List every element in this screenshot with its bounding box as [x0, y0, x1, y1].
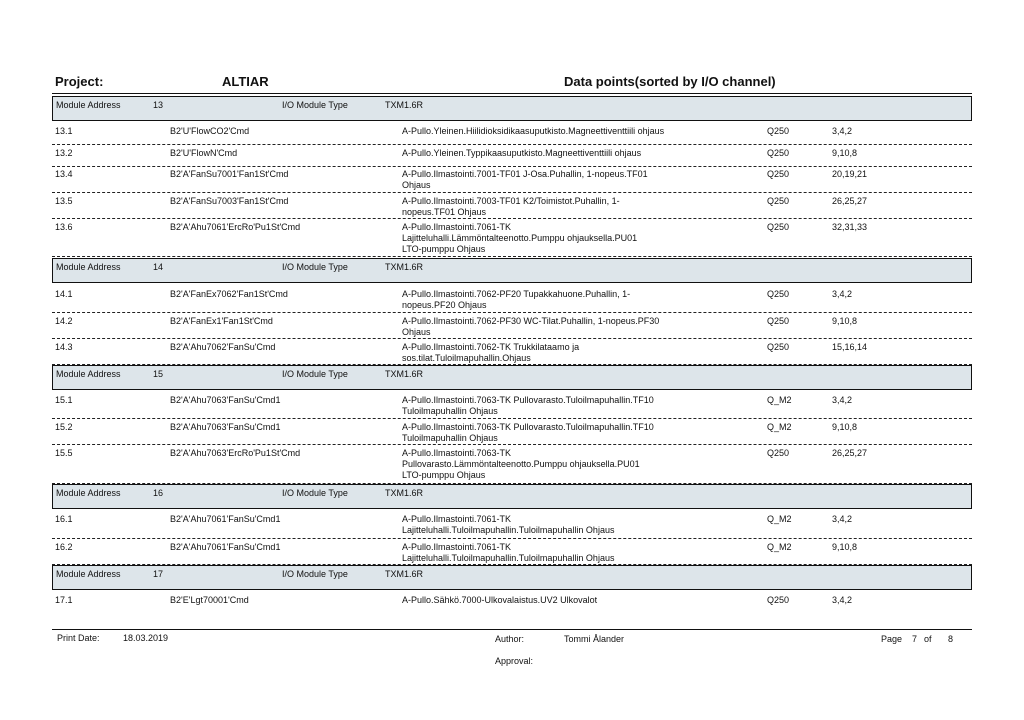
description: A-Pullo.Sähkö.7000-Ulkovalaistus.UV2 Ulkovalot: [402, 595, 598, 605]
report-title: Data points(sorted by I/O channel): [564, 74, 776, 89]
table-row: [52, 286, 972, 313]
channel: 15.2: [55, 422, 73, 432]
terminals: 26,25,27: [832, 196, 868, 206]
description: A-Pullo.Ilmastointi.7061-TK Lajitteluhalli.Tuloilmapuhallin.Tuloilmapuhallin Ohjaus: [402, 542, 615, 563]
project-label: Project:: [55, 74, 104, 89]
description: A-Pullo.Ilmastointi.7062-TK Trukkilataamo ja sos.tilat.Tuloilmapuhallin.Ohjaus: [402, 342, 580, 363]
signal-type: Q250: [767, 196, 790, 206]
description: A-Pullo.Yleinen.Hiilidioksidikaasuputkisto.Magneettiventtiili ohjaus: [402, 126, 665, 136]
point-name: B2'A'FanEx7062'Fan1St'Cmd: [170, 289, 288, 299]
signal-type: Q250: [767, 342, 790, 352]
project-name: ALTIAR: [222, 74, 269, 89]
channel: 13.1: [55, 126, 73, 136]
terminals: 3,4,2: [832, 595, 853, 605]
point-name: B2'A'Ahu7063'ErcRo'Pu1St'Cmd: [170, 448, 301, 458]
description: A-Pullo.Ilmastointi.7061-TK Lajitteluhalli.Lämmöntalteenotto.Pumppu ohjauksella.PU01 LTO-pumppu Ohjaus: [402, 222, 638, 254]
print-date: 18.03.2019: [123, 633, 169, 643]
table-row: [52, 339, 972, 365]
table-row: [52, 166, 972, 193]
module-address: 15: [153, 369, 164, 379]
table-row: [52, 313, 972, 339]
signal-type: Q_M2: [767, 395, 792, 405]
module-address: 16: [153, 488, 164, 498]
point-name: B2'E'Lgt70001'Cmd: [170, 595, 249, 605]
channel: 13.6: [55, 222, 73, 232]
description: A-Pullo.Ilmastointi.7061-TK Lajitteluhalli.Tuloilmapuhallin.Tuloilmapuhallin Ohjaus: [402, 514, 615, 535]
point-name: B2'A'FanSu7001'Fan1St'Cmd: [170, 169, 289, 179]
point-name: B2'U'FlowN'Cmd: [170, 148, 238, 158]
point-name: B2'A'Ahu7061'ErcRo'Pu1St'Cmd: [170, 222, 301, 232]
module-type-label: I/O Module Type: [282, 262, 348, 272]
description: A-Pullo.Ilmastointi.7062-PF20 Tupakkahuone.Puhallin, 1-nopeus.PF20 Ohjaus: [402, 289, 631, 310]
footer-rule: [52, 629, 972, 630]
module-address-label: Module Address: [56, 488, 121, 498]
channel: 14.1: [55, 289, 73, 299]
channel: 15.1: [55, 395, 73, 405]
module-address-label: Module Address: [56, 569, 121, 579]
module-header: [52, 365, 972, 390]
module-header: [52, 96, 972, 121]
terminals: 26,25,27: [832, 448, 868, 458]
point-name: B2'A'Ahu7061'FanSu'Cmd1: [170, 542, 281, 552]
terminals: 9,10,8: [832, 422, 858, 432]
channel: 17.1: [55, 595, 73, 605]
signal-type: Q_M2: [767, 542, 792, 552]
module-type: TXM1.6R: [385, 569, 424, 579]
module-address-label: Module Address: [56, 369, 121, 379]
point-name: B2'A'FanEx1'Fan1St'Cmd: [170, 316, 273, 326]
table-row: [52, 392, 972, 419]
of-label: of: [924, 634, 932, 644]
signal-type: Q250: [767, 448, 790, 458]
table-row: [52, 193, 972, 219]
point-name: B2'A'Ahu7061'FanSu'Cmd1: [170, 514, 281, 524]
module-header: [52, 258, 972, 283]
module-address: 17: [153, 569, 164, 579]
header-rule: [52, 93, 972, 94]
table-row: [52, 445, 972, 484]
table-row: [52, 511, 972, 539]
signal-type: Q250: [767, 126, 790, 136]
module-type-label: I/O Module Type: [282, 488, 348, 498]
terminals: 3,4,2: [832, 126, 853, 136]
table-row: [52, 219, 972, 257]
terminals: 9,10,8: [832, 316, 858, 326]
terminals: 3,4,2: [832, 395, 853, 405]
table-row: [52, 539, 972, 565]
terminals: 9,10,8: [832, 148, 858, 158]
point-name: B2'A'Ahu7063'FanSu'Cmd1: [170, 422, 281, 432]
module-type-label: I/O Module Type: [282, 369, 348, 379]
author: Tommi Ålander: [564, 634, 625, 644]
terminals: 15,16,14: [832, 342, 868, 352]
description: A-Pullo.Ilmastointi.7062-PF30 WC-Tilat.Puhallin, 1-nopeus.PF30 Ohjaus: [402, 316, 660, 337]
module-type: TXM1.6R: [385, 488, 424, 498]
channel: 13.2: [55, 148, 73, 158]
description: A-Pullo.Ilmastointi.7003-TF01 K2/Toimistot.Puhallin, 1-nopeus.TF01 Ohjaus: [402, 196, 620, 217]
module-address: 13: [153, 100, 164, 110]
description: A-Pullo.Ilmastointi.7063-TK Pullovarasto.Tuloilmapuhallin.TF10 Tuloilmapuhallin Ohjaus: [402, 422, 654, 443]
table-row: [52, 123, 972, 145]
page-number: 7: [912, 634, 918, 644]
signal-type: Q250: [767, 222, 790, 232]
table-row: [52, 592, 972, 614]
channel: 13.5: [55, 196, 73, 206]
module-type: TXM1.6R: [385, 369, 424, 379]
channel: 14.2: [55, 316, 73, 326]
signal-type: Q250: [767, 169, 790, 179]
terminals: 3,4,2: [832, 514, 853, 524]
print-date-label: Print Date:: [57, 633, 100, 643]
terminals: 3,4,2: [832, 289, 853, 299]
module-header: [52, 484, 972, 509]
terminals: 9,10,8: [832, 542, 858, 552]
signal-type: Q250: [767, 316, 790, 326]
signal-type: Q250: [767, 148, 790, 158]
author-label: Author:: [495, 634, 525, 644]
table-row: [52, 145, 972, 167]
point-name: B2'U'FlowCO2'Cmd: [170, 126, 250, 136]
signal-type: Q_M2: [767, 422, 792, 432]
channel: 16.1: [55, 514, 73, 524]
channel: 14.3: [55, 342, 73, 352]
terminals: 20,19,21: [832, 169, 868, 179]
point-name: B2'A'Ahu7062'FanSu'Cmd: [170, 342, 276, 352]
module-type-label: I/O Module Type: [282, 100, 348, 110]
approval-label: Approval:: [495, 656, 534, 666]
channel: 13.4: [55, 169, 73, 179]
channel: 16.2: [55, 542, 73, 552]
channel: 15.5: [55, 448, 73, 458]
total-pages: 8: [948, 634, 954, 644]
module-address-label: Module Address: [56, 262, 121, 272]
module-address-label: Module Address: [56, 100, 121, 110]
description: A-Pullo.Ilmastointi.7001-TF01 J-Osa.Puhallin, 1-nopeus.TF01 Ohjaus: [402, 169, 648, 190]
signal-type: Q250: [767, 595, 790, 605]
module-type: TXM1.6R: [385, 100, 424, 110]
description: A-Pullo.Ilmastointi.7063-TK Pullovarasto.Lämmöntalteenotto.Pumppu ohjauksella.PU01 LTO-pumppu Ohjaus: [402, 448, 640, 480]
point-name: B2'A'Ahu7063'FanSu'Cmd1: [170, 395, 281, 405]
module-header: [52, 565, 972, 590]
page-label: Page: [881, 634, 903, 644]
table-row: [52, 419, 972, 445]
module-type-label: I/O Module Type: [282, 569, 348, 579]
signal-type: Q250: [767, 289, 790, 299]
module-address: 14: [153, 262, 164, 272]
description: A-Pullo.Yleinen.Typpikaasuputkisto.Magneettiventtiili ohjaus: [402, 148, 642, 158]
module-type: TXM1.6R: [385, 262, 424, 272]
terminals: 32,31,33: [832, 222, 868, 232]
point-name: B2'A'FanSu7003'Fan1St'Cmd: [170, 196, 289, 206]
signal-type: Q_M2: [767, 514, 792, 524]
description: A-Pullo.Ilmastointi.7063-TK Pullovarasto.Tuloilmapuhallin.TF10 Tuloilmapuhallin Ohjaus: [402, 395, 654, 416]
